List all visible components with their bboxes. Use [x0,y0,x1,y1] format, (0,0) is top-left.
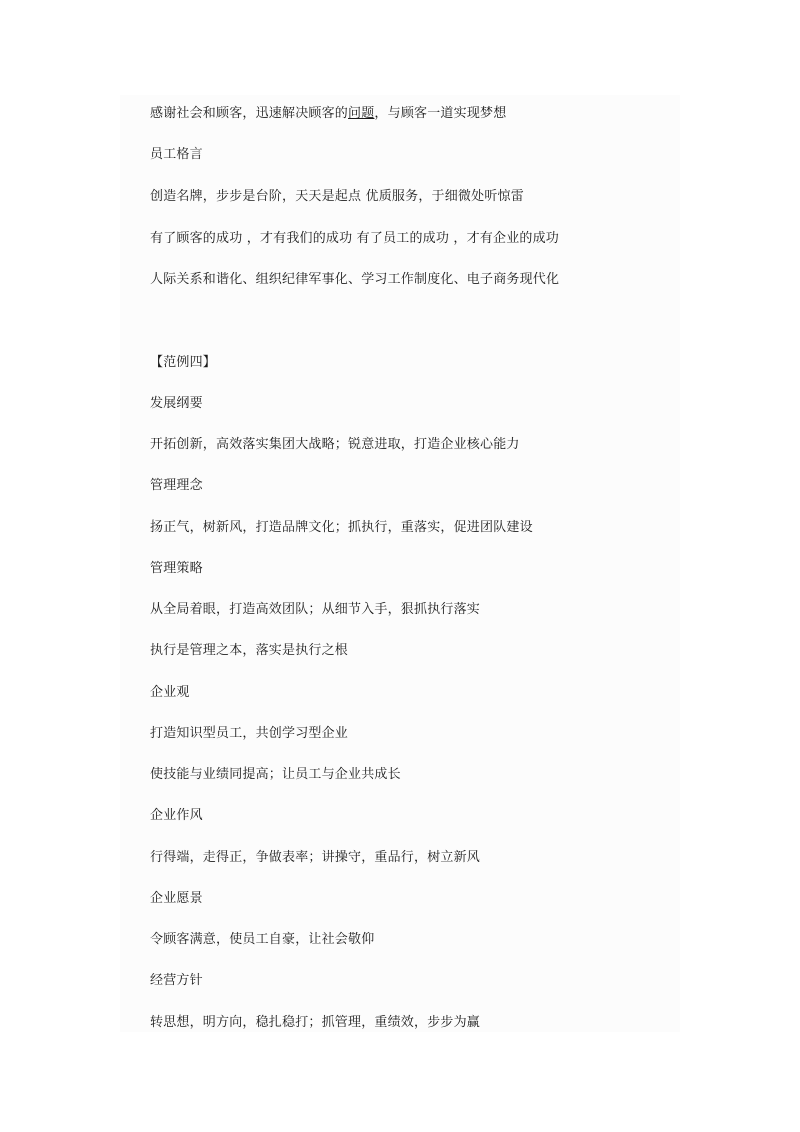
text-line: 执行是管理之本，落实是执行之根 [150,643,349,658]
text-line: 打造知识型员工，共创学习型企业 [150,726,349,741]
text-line: 从全局着眼，打造高效团队；从细节入手，狠抓执行落实 [150,602,481,617]
text-line: 人际关系和谐化、组织纪律军事化、学习工作制度化、电子商务现代化 [150,272,560,287]
section-heading-development: 发展纲要 [150,396,203,411]
section-heading-enterprise-view: 企业观 [150,685,190,700]
text-segment: ，与顾客一道实现梦想 [374,106,507,121]
text-line: 创造名牌，步步是台阶，天天是起点 优质服务，于细微处听惊雷 [150,189,524,204]
text-line: 扬正气，树新风，打造品牌文化；抓执行，重落实，促进团队建设 [150,520,533,535]
section-heading-business-policy: 经营方针 [150,973,203,988]
section-heading-enterprise-vision: 企业愿景 [150,891,203,906]
text-line: 开拓创新，高效落实集团大战略；锐意进取，打造企业核心能力 [150,437,520,452]
text-segment: 感谢社会和顾客，迅速解决顾客的 [150,106,349,121]
text-line: 令顾客满意，使员工自豪，让社会敬仰 [150,932,375,947]
section-heading-example-four: 【范例四】 [150,355,217,370]
section-heading-management-strategy: 管理策略 [150,561,203,576]
text-line: 转思想，明方向，稳扎稳打；抓管理，重绩效，步步为赢 [150,1015,481,1030]
text-line: 使技能与业绩同提高；让员工与企业共成长 [150,767,401,782]
section-heading-employee-motto: 员工格言 [150,147,203,162]
section-heading-management-philosophy: 管理理念 [150,478,203,493]
text-line: 有了顾客的成功 ，才有我们的成功 有了员工的成功 ，才有企业的成功 [150,231,559,246]
text-line: 行得端，走得正，争做表率；讲操守，重品行，树立新风 [150,850,481,865]
text-line-thanks [150,106,506,122]
underlined-link-problem[interactable]: 问题 [348,106,375,121]
section-heading-enterprise-style: 企业作风 [150,808,203,823]
